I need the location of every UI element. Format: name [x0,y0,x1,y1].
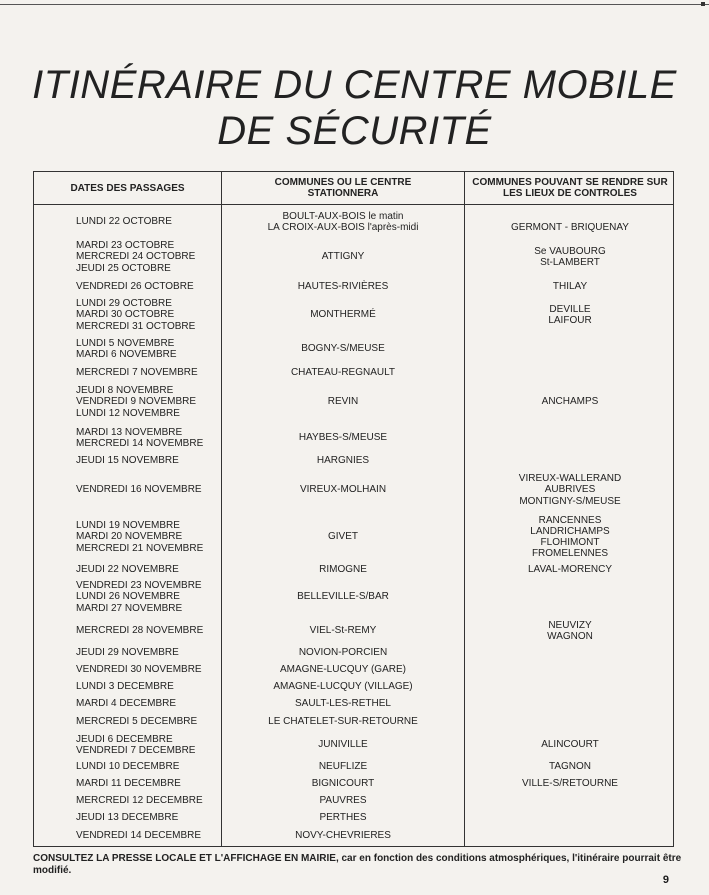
table-row [34,578,675,616]
row-lieux: VIREUX-WALLERAND AUBRIVES MONTIGNY-S/MEUSE [518,473,622,507]
row-commune: CHATEAU-REGNAULT [290,366,396,378]
row-lieux [465,793,675,808]
row-commune: HAUTES-RIVIÈRES [297,280,389,292]
itinerary-table [33,171,674,847]
table-row [34,425,675,451]
row-dates: VENDREDI 14 DECEMBRE [76,829,202,841]
row-dates: VENDREDI 16 NOVEMBRE [76,484,202,496]
row-dates: JEUDI 6 DECEMBRE VENDREDI 7 DECEMBRE [76,733,196,756]
row-dates: MARDI 13 NOVEMBRE MERCREDI 14 NOVEMBRE [76,426,204,449]
table-row [34,662,675,677]
row-dates: MERCREDI 12 DECEMBRE [76,794,203,806]
table-row [34,713,675,730]
row-lieux [465,679,675,694]
table-row [34,238,675,276]
row-dates: JEUDI 13 DECEMBRE [76,811,179,823]
row-commune: RIMOGNE [319,563,367,575]
footer-bold: CONSULTEZ LA PRESSE LOCALE ET L'AFFICHAGE EN MAIRIE, [33,853,339,864]
table-row [34,364,675,381]
row-commune: REVIN [327,396,359,408]
row-dates: VENDREDI 30 NOVEMBRE [76,663,202,675]
table-row [34,278,675,295]
row-commune: SAULT-LES-RETHEL [295,697,391,709]
row-commune: PAUVRES [319,794,367,806]
row-dates: LUNDI 10 DECEMBRE [76,760,180,772]
row-dates: MARDI 11 DECEMBRE [76,777,181,789]
table-row [34,732,675,758]
table-row [34,383,675,421]
row-commune: GIVET [327,531,358,543]
row-lieux: RANCENNES LANDRICHAMPS FLOHIMONT FROMELENNES [530,514,610,560]
row-dates: LUNDI 3 DECEMBRE [76,680,174,692]
row-lieux [465,662,675,677]
table-row [34,645,675,660]
footer-note [33,853,683,877]
row-commune: AMAGNE-LUCQUY (VILLAGE) [273,680,413,692]
table-row [34,453,675,468]
row-commune: VIEL-St-REMY [309,625,377,637]
page-number: 9 [662,874,669,886]
row-lieux: TAGNON [548,760,592,772]
row-lieux [465,827,675,844]
row-commune: MONTHERMÉ [310,309,376,321]
table-row [34,208,675,236]
row-lieux [465,645,675,660]
table-row [34,562,675,577]
row-commune: BELLEVILLE-S/BAR [297,591,389,603]
row-dates: MARDI 4 DECEMBRE [76,697,177,709]
row-dates: MERCREDI 7 NOVEMBRE [76,366,198,378]
row-lieux [465,425,675,451]
table-row [34,514,675,560]
row-dates: JEUDI 22 NOVEMBRE [76,563,179,575]
table-row [34,776,675,791]
row-dates: VENDREDI 23 NOVEMBRE LUNDI 26 NOVEMBRE MARDI 27 NOVEMBRE [76,580,202,614]
row-lieux [465,713,675,730]
footer-rest: car en fonction des conditions atmosphériques, l'itinéraire pourrait être modifié. [33,853,682,876]
table-row [34,759,675,774]
row-lieux: THILAY [552,280,588,292]
row-lieux: VILLE-S/RETOURNE [522,777,618,789]
row-commune: ATTIGNY [321,251,365,263]
row-commune: LE CHATELET-SUR-RETOURNE [268,715,418,727]
table-row [34,810,675,825]
table-row [34,827,675,844]
row-lieux [465,810,675,825]
page-title [0,62,709,154]
row-dates: JEUDI 29 NOVEMBRE [76,646,179,658]
row-dates: JEUDI 15 NOVEMBRE [76,454,179,466]
table-row [34,618,675,644]
top-rule [0,4,709,5]
row-lieux: ALINCOURT [541,739,599,751]
table-row [34,696,675,711]
title-line-1: ITINÉRAIRE DU CENTRE MOBILE [32,63,677,107]
table-row [34,793,675,808]
header-communes: COMMUNES OU LE CENTRE STATIONNERA [274,177,412,199]
row-lieux [465,696,675,711]
table-row [34,469,675,511]
row-lieux: DEVILLE LAIFOUR [548,303,592,326]
row-dates: MERCREDI 5 DECEMBRE [76,715,198,727]
row-dates: LUNDI 5 NOVEMBRE MARDI 6 NOVEMBRE [76,337,177,360]
row-commune: VIREUX-MOLHAIN [299,484,387,496]
row-lieux: GERMONT - BRIQUENAY [511,222,629,233]
row-dates: MARDI 23 OCTOBRE MERCREDI 24 OCTOBRE JEUDI 25 OCTOBRE [76,240,196,274]
row-lieux [465,453,675,468]
row-lieux: NEUVIZY WAGNON [547,619,593,642]
table-row [34,336,675,362]
row-commune: PERTHES [319,811,367,823]
row-commune: AMAGNE-LUCQUY (GARE) [280,663,406,675]
row-commune: JUNIVILLE [318,739,368,751]
row-dates: MERCREDI 28 NOVEMBRE [76,625,204,637]
header-dates: DATES DES PASSAGES [70,182,185,194]
row-commune: HAYBES-S/MEUSE [298,432,388,444]
row-dates: JEUDI 8 NOVEMBRE VENDREDI 9 NOVEMBRE LUNDI 12 NOVEMBRE [76,385,197,419]
row-commune: NEUFLIZE [318,760,368,772]
row-commune: NOVY-CHEVRIERES [295,829,391,841]
row-commune: HARGNIES [316,454,370,466]
table-row [34,296,675,334]
table-row [34,679,675,694]
row-commune: BOGNY-S/MEUSE [301,343,385,355]
row-dates: LUNDI 22 OCTOBRE [76,216,172,228]
row-lieux: Se VAUBOURG St-LAMBERT [534,245,606,268]
row-dates: LUNDI 19 NOVEMBRE MARDI 20 NOVEMBRE MERCREDI 21 NOVEMBRE [76,520,204,554]
header-lieux: COMMUNES POUVANT SE RENDRE SUR LES LIEUX DE CONTROLES [472,177,668,199]
row-commune: NOVION-PORCIEN [298,646,388,658]
row-lieux [465,364,675,381]
title-line-2: DE SÉCURITÉ [217,109,492,153]
row-lieux: LAVAL-MORENCY [527,563,613,575]
row-lieux [465,336,675,362]
row-commune: BIGNICOURT [311,777,375,789]
row-dates: LUNDI 29 OCTOBRE MARDI 30 OCTOBRE MERCREDI 31 OCTOBRE [76,298,196,332]
row-dates: VENDREDI 26 OCTOBRE [76,280,194,292]
row-lieux [465,578,675,616]
header-divider [34,204,673,205]
row-lieux: ANCHAMPS [541,396,599,408]
row-commune: BOULT-AUX-BOIS le matin LA CROIX-AUX-BOIS l'après-midi [267,210,419,233]
